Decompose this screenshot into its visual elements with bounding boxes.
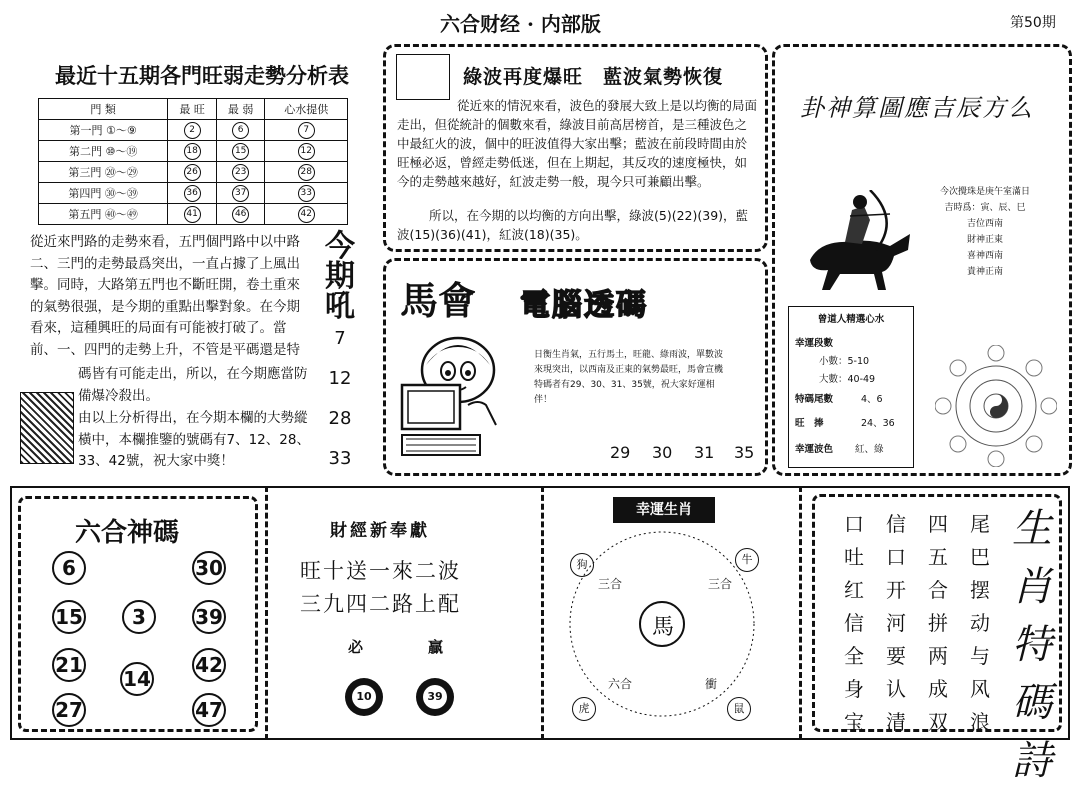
liuhe-title: 六合神碼 xyxy=(75,518,180,548)
stamp-image xyxy=(396,54,450,100)
row-label: 第三門 ⑳～㉙ xyxy=(39,162,168,183)
max-cell xyxy=(168,120,217,141)
auspicious-line: 貴神正南 xyxy=(966,267,1003,277)
lucky-number-ball: 15 xyxy=(52,600,86,634)
row-label-part: ㉙ xyxy=(126,166,138,179)
jinqi-number: 33 xyxy=(328,448,352,469)
tip-value: 7 xyxy=(298,122,315,139)
column-header: 最 弱 xyxy=(216,99,265,120)
auspicious-line: 今次攪珠是庚午室滿日 xyxy=(939,187,1030,197)
computer-mascot-illustration xyxy=(398,325,533,465)
wave-analysis-title: 綠波再度爆旺 藍波氣勢恢復 xyxy=(463,66,724,88)
min-value: 15 xyxy=(232,143,249,160)
jinqi-number: 12 xyxy=(328,368,352,389)
lucky-wave-value: 紅、綠 xyxy=(855,444,884,455)
max-value: 2 xyxy=(184,122,201,139)
row-label-part: ⑩ xyxy=(105,145,116,158)
tip-value: 33 xyxy=(298,185,315,202)
row-label: 第二門 ⑩～⑲ xyxy=(39,141,168,162)
caijing-line-1: 旺十送一來二波 xyxy=(300,559,461,583)
wave-analysis-text: 從近來的情況來看，波色的發展大致上是以均衡的局面走出，但從統計的個數來看，綠波目前高居榜首，是三種波色之中最紅火的波，個中的旺波值得大家出擊；藍波在前段時間由於旺極必返，曾經走勢低迷，但在上期起，其反攻的速度極快，如今的走勢越來越好，紅波走勢一般，現今只可兼顧出擊。 xyxy=(397,98,758,189)
caijing-ying: 贏 xyxy=(428,638,444,656)
lucky-wave-label: 幸運波色 xyxy=(795,444,834,455)
auspicious-line: 吉位西南 xyxy=(966,219,1003,229)
relation-label: 三合 xyxy=(598,577,623,591)
tip-cell xyxy=(265,204,348,225)
jinqi-heading: 今期吼 xyxy=(325,229,355,324)
max-value: 41 xyxy=(184,206,201,223)
lucky-number-ball: 6 xyxy=(52,551,86,585)
max-value: 36 xyxy=(184,185,201,202)
row-label-part: ㊵ xyxy=(104,208,116,221)
lucky-number-ball: 27 xyxy=(52,693,86,727)
auspicious-line: 喜神西南 xyxy=(966,251,1003,261)
table-row xyxy=(39,183,348,204)
poem-title: 生肖特碼詩 xyxy=(1012,506,1052,784)
max-cell xyxy=(168,162,217,183)
table-row xyxy=(39,162,348,183)
min-value: 37 xyxy=(232,185,249,202)
min-value: 23 xyxy=(232,164,249,181)
deity-panel-title: 卦神算圖應吉辰方么 xyxy=(800,94,1034,122)
tail-digit-label: 特碼尾數 xyxy=(795,394,834,405)
column-header: 最 旺 xyxy=(168,99,217,120)
table-row xyxy=(39,120,348,141)
computer-code-title-a: 馬會 xyxy=(400,278,477,323)
zodiac-tiger: 虎 xyxy=(572,697,596,721)
zodiac-dog: 狗 xyxy=(570,553,594,577)
lucky-number-ball: 47 xyxy=(192,693,226,727)
lucky-digit-label: 幸運段數 xyxy=(795,338,834,349)
lucky-info-title: 曾道人精選心水 xyxy=(817,314,885,325)
row-label-part: ㊴ xyxy=(126,187,138,200)
jinqi-number: 7 xyxy=(334,328,346,349)
row-label-part: 第一門 xyxy=(69,124,103,137)
min-cell xyxy=(216,120,265,141)
max-cell xyxy=(168,141,217,162)
horse-rider-illustration xyxy=(790,190,920,295)
tip-value: 42 xyxy=(298,206,315,223)
row-label-part: 第四門 xyxy=(68,187,102,200)
min-cell xyxy=(216,204,265,225)
auspicious-line: 吉時爲：寅、辰、巳 xyxy=(944,203,1026,213)
lucky-number-ball: 3 xyxy=(122,600,156,634)
lucky-zodiac-title: 幸運生肖 xyxy=(613,497,715,523)
table-row xyxy=(39,141,348,162)
lucky-number-ball: 21 xyxy=(52,648,86,682)
row-label-part: 第二門 xyxy=(68,145,102,158)
column-header: 門 類 xyxy=(39,99,168,120)
max-cell xyxy=(168,204,217,225)
analysis-table xyxy=(38,98,348,225)
tip-value: 12 xyxy=(298,143,315,160)
min-cell xyxy=(216,183,265,204)
bagua-compass-icon xyxy=(935,345,1057,467)
tip-cell xyxy=(265,120,348,141)
analysis-title: 最近十五期各門旺弱走勢分析表 xyxy=(55,63,349,88)
row-label-part: ㊾ xyxy=(126,208,138,221)
max-cell xyxy=(168,183,217,204)
computer-code-number: 29 xyxy=(610,443,631,462)
computer-code-text: 日衡生肖氣，五行馬土，旺龍、綠雨波，單數波來現突出，以西南及正東的氣勢最旺，馬會宣機特碼者有29、30、31、35號，祝大家好運相伴！ xyxy=(534,350,724,405)
zodiac-rat: 鼠 xyxy=(727,697,751,721)
lucky-info-box xyxy=(788,306,914,468)
lucky-number-ball: 42 xyxy=(192,648,226,682)
caijing-title: 財經新奉獻 xyxy=(330,521,430,541)
lucky-big-range: 大數：40-49 xyxy=(819,374,876,385)
row-label-part: ① xyxy=(106,124,116,137)
table-header-row xyxy=(39,99,348,120)
computer-code-number: 30 xyxy=(652,443,673,462)
poem-column: 尾巴摆动与风浪 xyxy=(970,512,990,734)
auspicious-info xyxy=(930,184,1040,280)
lucky-number-ball: 30 xyxy=(192,551,226,585)
poem-column: 四五合拼两成双 xyxy=(928,512,948,734)
tip-cell xyxy=(265,162,348,183)
caijing-line-2: 三九四二路上配 xyxy=(300,592,461,616)
tail-digit-value: 4、6 xyxy=(861,394,883,405)
row-label-part: ⑲ xyxy=(126,145,138,158)
max-value: 18 xyxy=(184,143,201,160)
black-ball-number: 39 xyxy=(423,685,447,709)
min-cell xyxy=(216,141,265,162)
relation-label: 六合 xyxy=(608,677,633,691)
relation-label: 三合 xyxy=(708,577,733,591)
analysis-paragraph-2: 碼皆有可能走出，所以，在今期應當防備爆冷殺出。 xyxy=(78,366,308,404)
wang-label: 旺 捧 xyxy=(795,418,824,429)
black-number-ball xyxy=(345,678,383,716)
masthead-title: 六合财经 · 内部版 xyxy=(440,12,601,36)
computer-code-number: 31 xyxy=(694,443,715,462)
row-label-part: 第五門 xyxy=(68,208,102,221)
analysis-paragraph: 從近來門路的走勢來看，五門個門路中以中路二、三門的走勢最爲突出，一直占據了上風出擊。同時，大路第五門也不斷旺開，卷土重來的氣勢很强，是今期的重點出擊對象。在今期看來，這種興旺的局面有可能被打破了。當前、一、四門的走勢上升，不管是平碼還是特 xyxy=(30,234,300,358)
computer-code-title-b: 電腦透碼 xyxy=(520,288,648,323)
tip-value: 28 xyxy=(298,164,315,181)
min-cell xyxy=(216,162,265,183)
row-label: 第一門 ①～⑨ xyxy=(39,120,168,141)
jinqi-number: 28 xyxy=(328,408,352,429)
row-label: 第四門 ㉚～㊴ xyxy=(39,183,168,204)
column-header: 心水提供 xyxy=(265,99,348,120)
row-label-part: ⑨ xyxy=(126,124,137,137)
tip-cell xyxy=(265,183,348,204)
table-row xyxy=(39,204,348,225)
caijing-bi: 必 xyxy=(348,638,364,656)
row-label-part: ⑳ xyxy=(104,166,116,179)
min-value: 46 xyxy=(232,206,249,223)
row-label: 第五門 ㊵～㊾ xyxy=(39,204,168,225)
poem-column: 信口开河要认清 xyxy=(886,512,906,734)
poem-column: 口吐红信全身宝 xyxy=(844,512,864,734)
min-value: 6 xyxy=(232,122,249,139)
lucky-number-ball: 14 xyxy=(120,662,154,696)
issue-number: 第50期 xyxy=(1010,15,1056,31)
wave-analysis-picks: 所以，在今期的以均衡的方向出擊，綠波(5)(22)(39)，藍波(15)(36)(41)，紅波(18)(35)。 xyxy=(397,208,749,242)
computer-code-number: 35 xyxy=(734,443,755,462)
zodiac-center-horse: 馬 xyxy=(651,615,674,640)
row-label-part: ㉚ xyxy=(104,187,116,200)
black-ball-number: 10 xyxy=(352,685,376,709)
max-value: 26 xyxy=(184,164,201,181)
wang-value: 24、36 xyxy=(861,418,895,429)
black-number-ball xyxy=(416,678,454,716)
auspicious-line: 財神正東 xyxy=(966,235,1003,245)
row-label-part: 第三門 xyxy=(68,166,102,179)
deity-portrait xyxy=(20,392,74,464)
tip-cell xyxy=(265,141,348,162)
zodiac-ox: 牛 xyxy=(735,548,759,572)
lucky-number-ball: 39 xyxy=(192,600,226,634)
relation-label: 衝 xyxy=(705,677,718,691)
lucky-small-range: 小數：5-10 xyxy=(819,356,870,367)
analysis-conclusion: 由以上分析得出，在今期本欄的大勢縱橫中，本欄推鑒的號碼有7、12、28、33、42號，祝大家中獎！ xyxy=(78,410,310,469)
